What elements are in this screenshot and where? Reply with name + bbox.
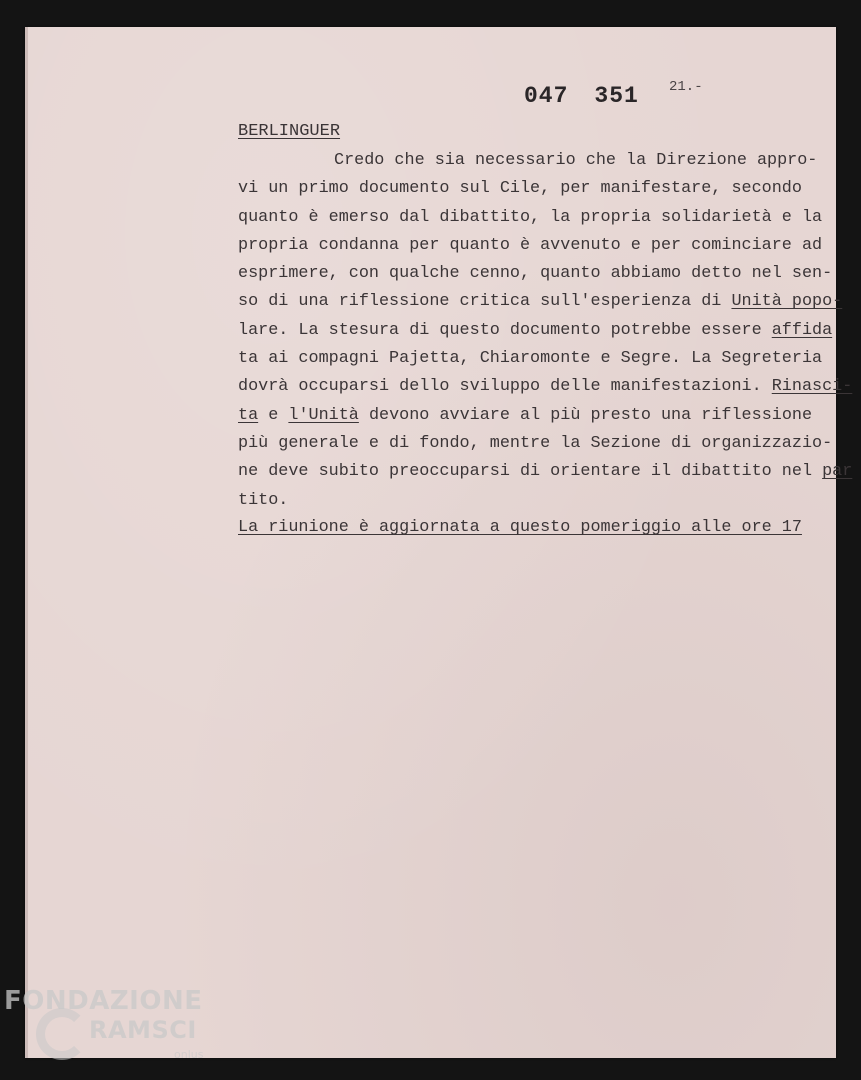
underlined-term: ta (238, 405, 259, 425)
page-edge (25, 27, 28, 1058)
text-line: Credo che sia necessario che la Direzione appro- (334, 151, 818, 170)
underlined-term: Unità popo- (731, 292, 843, 312)
text-line: esprimere, con qualche cenno, quanto abbiamo detto nel sen- (238, 264, 833, 284)
text-line (238, 317, 838, 345)
page-number-part1: 047 (524, 83, 569, 109)
text-segment: dovrà occuparsi dello sviluppo delle manifestazioni. (238, 377, 772, 397)
text-line: propria condanna per quanto è avvenuto e per cominciare ad (238, 235, 823, 255)
text-segment: ne deve subito preoccuparsi di orientare il dibattito nel (238, 462, 823, 482)
text-line (238, 373, 853, 401)
text-segment: so di una riflessione critica sull'esperienza di (238, 292, 732, 312)
watermark-line2: RAMSCI (89, 1016, 197, 1044)
text-line (238, 458, 853, 486)
page-number-part2: 351 (594, 83, 639, 109)
archive-page-number (524, 83, 639, 109)
text-line: tito. (238, 490, 289, 510)
underlined-term: affida (771, 320, 833, 340)
folio-number: 21.- (669, 79, 703, 95)
underlined-term: Rinasci- (771, 377, 853, 397)
watermark-line3: onlus (174, 1048, 204, 1061)
underlined-term: l'Unità (288, 405, 359, 425)
speech-body (238, 147, 853, 515)
underlined-term: par (822, 462, 853, 482)
watermark-line1: FONDAZIONE (4, 986, 203, 1016)
text-segment: lare. La stesura di questo documento potrebbe essere (238, 320, 772, 340)
document-page (25, 27, 853, 1058)
fondazione-gramsci-watermark (4, 986, 234, 1080)
text-segment: devono avviare al più presto una riflessione (358, 405, 813, 425)
speaker-name: BERLINGUER (238, 122, 341, 141)
watermark-g-logo (36, 1008, 88, 1060)
text-line: vi un primo documento sul Cile, per manifestare, secondo (238, 179, 802, 199)
text-segment: e (258, 405, 289, 425)
text-line: più generale e di fondo, mentre la Sezione di organizzazio- (238, 433, 833, 453)
text-line: ta ai compagni Pajetta, Chiaromonte e Segre. La Segreteria (238, 349, 823, 369)
text-line (238, 402, 838, 430)
text-line: quanto è emerso dal dibattito, la propria solidarietà e la (238, 207, 823, 227)
text-line (238, 288, 843, 316)
closing-note: La riunione è aggiornata a questo pomeriggio alle ore 17 (238, 518, 802, 537)
